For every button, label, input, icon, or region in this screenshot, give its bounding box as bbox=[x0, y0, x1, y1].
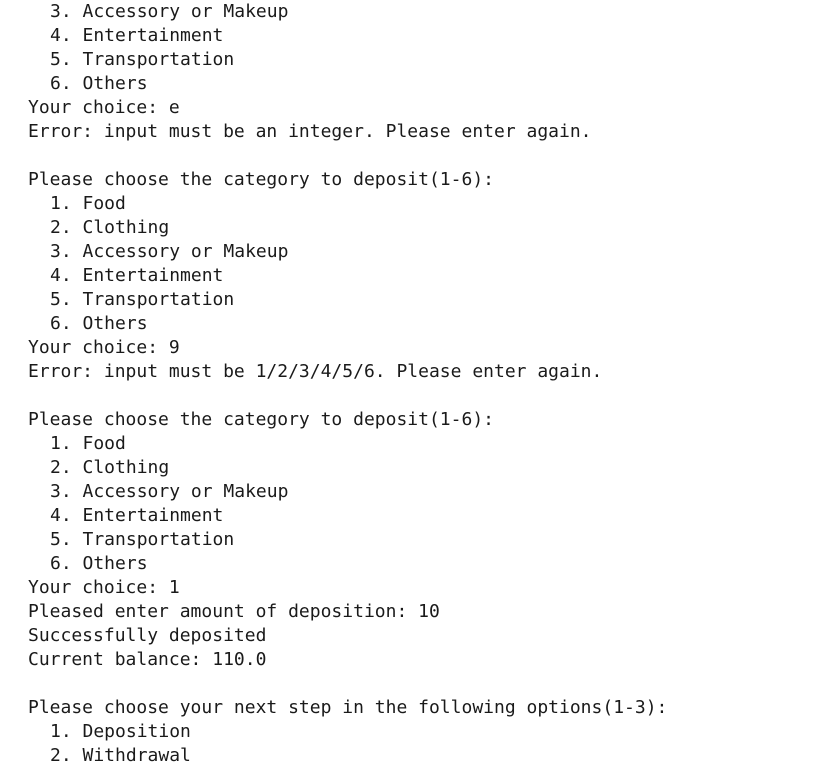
console-line: Your choice: e bbox=[28, 97, 180, 118]
console-line: 3. Accessory or Makeup bbox=[50, 481, 289, 502]
console-line: Please choose the category to deposit(1-6): bbox=[28, 409, 494, 430]
console-line: 6. Others bbox=[50, 313, 148, 334]
console-line: 4. Entertainment bbox=[50, 25, 224, 46]
console-line: Pleased enter amount of deposition: 10 bbox=[28, 601, 440, 622]
console-line: 2. Withdrawal bbox=[50, 745, 191, 766]
console-line: 5. Transportation bbox=[50, 289, 235, 310]
blank-line bbox=[28, 672, 808, 696]
console-line: 1. Food bbox=[50, 193, 126, 214]
console-output bbox=[28, 0, 808, 768]
console-line: Please choose the category to deposit(1-6): bbox=[28, 169, 494, 190]
console-line: 2. Clothing bbox=[50, 217, 170, 238]
console-line: 5. Transportation bbox=[50, 49, 235, 70]
console-line: 1. Deposition bbox=[50, 721, 191, 742]
console-line: 4. Entertainment bbox=[50, 505, 224, 526]
console-line: Successfully deposited bbox=[28, 625, 267, 646]
console-line: Error: input must be 1/2/3/4/5/6. Please enter again. bbox=[28, 361, 603, 382]
console-line: 6. Others bbox=[50, 73, 148, 94]
console-line: 3. Accessory or Makeup bbox=[50, 1, 289, 22]
blank-line bbox=[28, 384, 808, 408]
console-line: Your choice: 9 bbox=[28, 337, 180, 358]
console-line: 2. Clothing bbox=[50, 457, 170, 478]
console-line: Current balance: 110.0 bbox=[28, 649, 267, 670]
console-line: Please choose your next step in the following options(1-3): bbox=[28, 697, 668, 718]
console-line: 4. Entertainment bbox=[50, 265, 224, 286]
blank-line bbox=[28, 144, 808, 168]
console-line: Error: input must be an integer. Please enter again. bbox=[28, 121, 592, 142]
console-line: Your choice: 1 bbox=[28, 577, 180, 598]
console-line: 3. Accessory or Makeup bbox=[50, 241, 289, 262]
console-line: 1. Food bbox=[50, 433, 126, 454]
console-line: 5. Transportation bbox=[50, 529, 235, 550]
console-line: 6. Others bbox=[50, 553, 148, 574]
